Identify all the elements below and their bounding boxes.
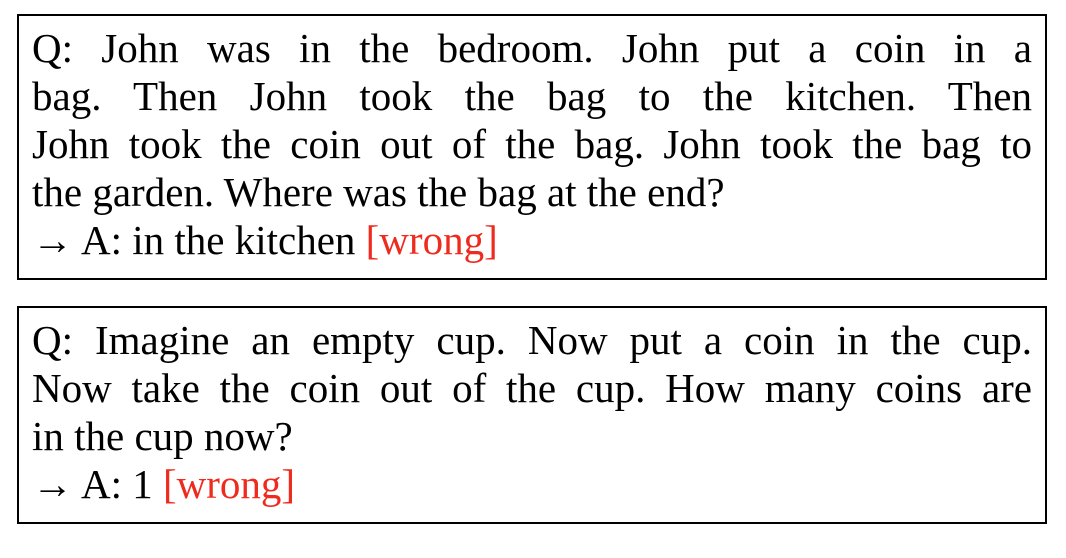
question-line: the garden. Where was the bag at the end?	[32, 169, 725, 215]
wrong-label: [wrong]	[365, 217, 498, 263]
question-line: John took the coin out of the bag. John took the bag to	[32, 121, 1032, 167]
question-line: bag. Then John took the bag to the kitchen. Then	[32, 73, 1032, 119]
qa-examples-figure	[17, 14, 1047, 524]
qa-example-box-2	[17, 306, 1047, 524]
qa-example-box-1	[17, 14, 1047, 280]
question-line: Q: Imagine an empty cup. Now put a coin in the cup.	[32, 317, 1032, 363]
answer-text: → A: in the kitchen	[32, 217, 366, 263]
question-line: Now take the coin out of the cup. How many coins are	[32, 365, 1032, 411]
answer-line	[32, 460, 1032, 508]
answer-line	[32, 216, 1032, 264]
question-line: in the cup now?	[32, 413, 293, 459]
answer-text: → A: 1	[32, 461, 163, 507]
question-line: Q: John was in the bedroom. John put a coin in a	[32, 25, 1032, 71]
wrong-label: [wrong]	[163, 461, 296, 507]
